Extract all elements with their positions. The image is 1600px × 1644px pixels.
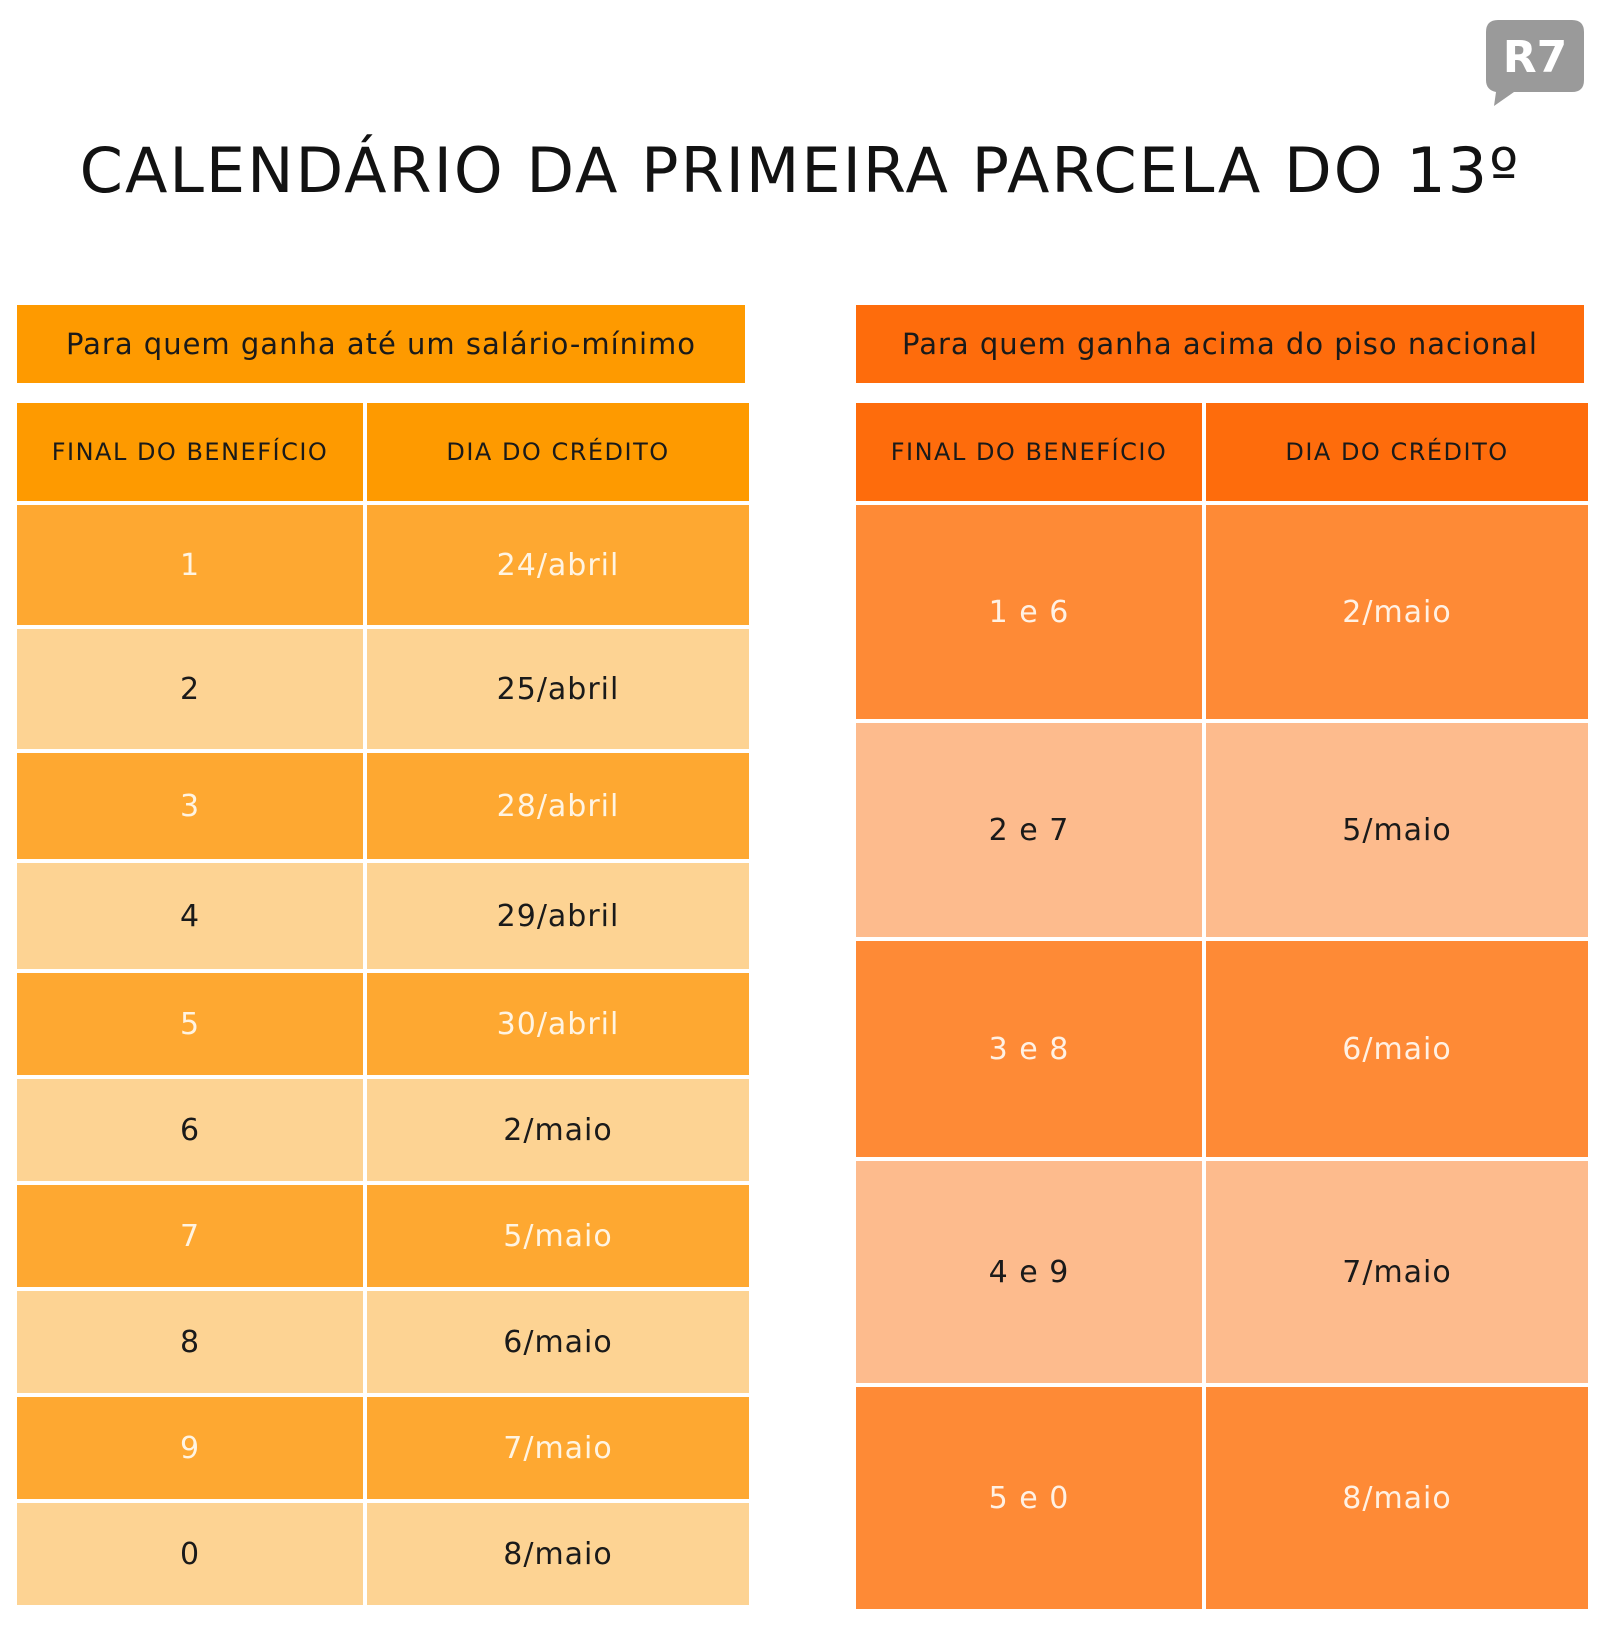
table-cell-final: 3 e 8: [856, 941, 1202, 1157]
table-cell-final: 2 e 7: [856, 723, 1202, 937]
table-cell-final: 0: [17, 1503, 363, 1605]
table-cell-final: 9: [17, 1397, 363, 1499]
table-cell-credit-day: 7/maio: [1206, 1161, 1588, 1383]
table-cell-credit-day: 8/maio: [367, 1503, 749, 1605]
table-cell-final: 1: [17, 505, 363, 625]
table-cell-final: 6: [17, 1079, 363, 1181]
table-cell-credit-day: 5/maio: [1206, 723, 1588, 937]
table-cell-final: 2: [17, 629, 363, 749]
table-cell-final: 7: [17, 1185, 363, 1287]
table-cell-credit-day: 8/maio: [1206, 1387, 1588, 1609]
table-cell-final: 5: [17, 973, 363, 1075]
r7-logo-text: R7: [1502, 32, 1568, 83]
table-cell-final: 1 e 6: [856, 505, 1202, 719]
table-cell-credit-day: 28/abril: [367, 753, 749, 859]
table-cell-credit-day: 2/maio: [367, 1079, 749, 1181]
table-cell-final: 3: [17, 753, 363, 859]
table-cell-credit-day: 2/maio: [1206, 505, 1588, 719]
table-cell-credit-day: 29/abril: [367, 863, 749, 969]
table-cell-credit-day: 30/abril: [367, 973, 749, 1075]
table-cell-final: 8: [17, 1291, 363, 1393]
column-header-final: FINAL DO BENEFÍCIO: [17, 403, 363, 501]
table-cell-credit-day: 6/maio: [1206, 941, 1588, 1157]
table-minimum-wage: [17, 305, 745, 1605]
table-grid-minimum-wage: [17, 403, 745, 1605]
table-header-above-floor: Para quem ganha acima do piso nacional: [856, 305, 1584, 383]
table-cell-credit-day: 24/abril: [367, 505, 749, 625]
column-header-final: FINAL DO BENEFÍCIO: [856, 403, 1202, 501]
table-grid-above-floor: [856, 403, 1584, 1609]
r7-logo-icon: [1484, 18, 1586, 108]
table-cell-final: 4: [17, 863, 363, 969]
table-cell-credit-day: 7/maio: [367, 1397, 749, 1499]
table-cell-credit-day: 6/maio: [367, 1291, 749, 1393]
page-title: CALENDÁRIO DA PRIMEIRA PARCELA DO 13º: [79, 134, 1521, 207]
table-cell-credit-day: 25/abril: [367, 629, 749, 749]
column-header-credit-day: DIA DO CRÉDITO: [367, 403, 749, 501]
table-above-floor: [856, 305, 1584, 1609]
table-cell-final: 5 e 0: [856, 1387, 1202, 1609]
table-cell-final: 4 e 9: [856, 1161, 1202, 1383]
table-cell-credit-day: 5/maio: [367, 1185, 749, 1287]
column-header-credit-day: DIA DO CRÉDITO: [1206, 403, 1588, 501]
table-header-minimum-wage: Para quem ganha até um salário-mínimo: [17, 305, 745, 383]
